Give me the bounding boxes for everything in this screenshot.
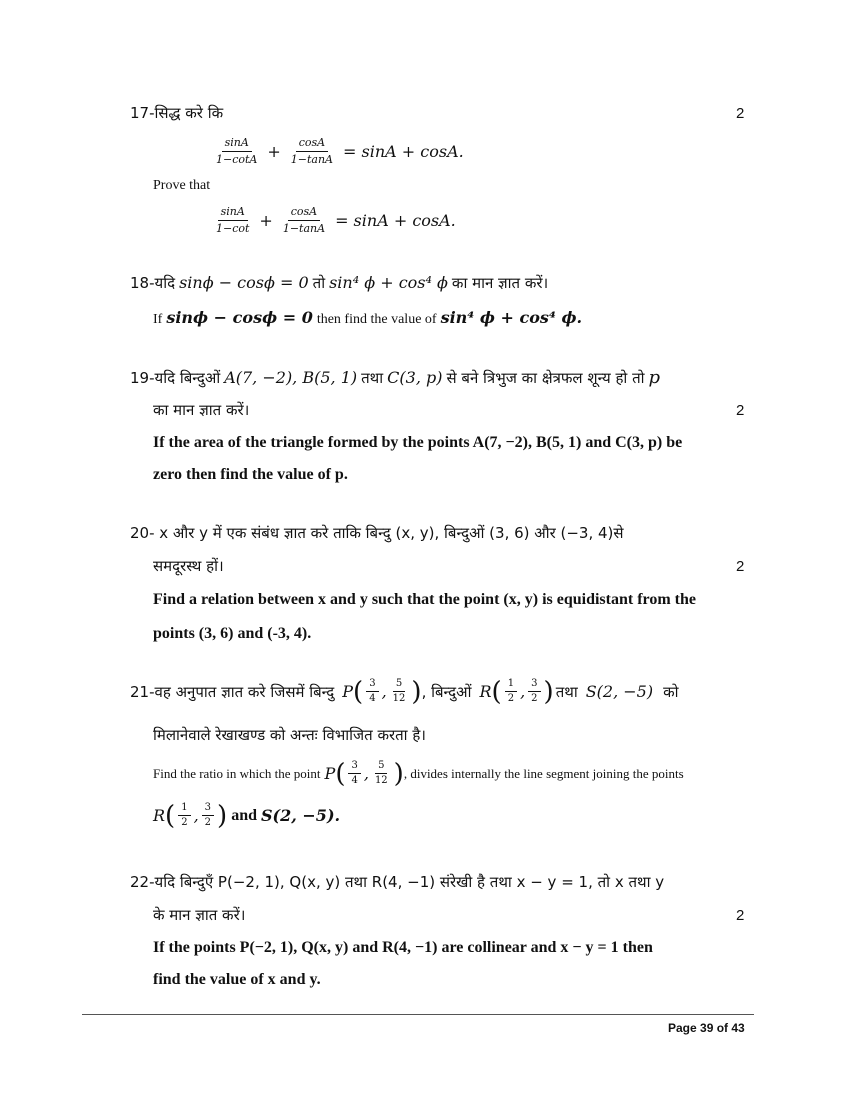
frac-denominator: 2 xyxy=(204,817,212,828)
q22-hindi-line-1: 22-यदि बिन्दुएँ P(−2, 1), Q(x, y) तथा R(4, −1) संरेखी है तथा x − y = 1, तो x तथा y xyxy=(130,873,665,891)
frac-numerator: cosA xyxy=(296,136,328,152)
frac-numerator: 3 xyxy=(366,678,378,692)
frac-denominator: 4 xyxy=(369,693,376,704)
q18-math-2: sin⁴ ϕ + cos⁴ ϕ xyxy=(329,273,448,292)
q18-hindi-a: 18-यदि xyxy=(130,274,176,292)
q21-p-coords: ( $\frac{3}{4}$ , $\frac{5}{12}$ ) xyxy=(353,676,422,707)
q21-en-s-point: S(2, −5). xyxy=(261,806,341,825)
q20-hindi-line-2: समदूरस्थ हों। xyxy=(153,557,224,575)
q19-hindi-c: से बने त्रिभुज का क्षेत्रफल शून्य हो तो xyxy=(446,369,645,387)
q21-en-and: and xyxy=(231,806,257,824)
frac-numerator: 3 xyxy=(528,678,540,692)
q19-marks: 2 xyxy=(736,402,745,419)
frac-numerator: 1 xyxy=(178,802,190,816)
q19-english-line-2: zero then find the value of p. xyxy=(153,466,348,483)
q17-english-prompt: Prove that xyxy=(153,178,211,193)
q19-hindi-line-2: का मान ज्ञात करें। xyxy=(153,401,250,419)
paren-right: ) xyxy=(543,676,554,707)
q21-english-line-1 xyxy=(153,760,684,787)
q18-en-b: then find the value of xyxy=(316,312,437,327)
q21-r-coords: ( $\frac{1}{2}$ , $\frac{3}{2}$ ) xyxy=(491,676,554,707)
paren-left: ( xyxy=(335,758,346,789)
q20-english-line-2: points (3, 6) and (-3, 4). xyxy=(153,625,312,642)
q21-en-b: , divides internally the line segment joining the points xyxy=(403,765,684,781)
q20-hindi-line-1: 20- x और y में एक संबंध ज्ञात करे ताकि बिन्दु (x, y), बिन्दुओं (3, 6) और (−3, 4)से xyxy=(130,524,624,542)
page-number: Page 39 of 43 xyxy=(668,1021,745,1035)
frac-numerator: 1 xyxy=(505,678,517,692)
frac-numerator: 5 xyxy=(375,760,387,774)
q22-marks: 2 xyxy=(736,907,745,924)
paren-left: ( xyxy=(353,676,364,707)
q21-r-label: R xyxy=(479,682,492,701)
frac-denominator: 2 xyxy=(531,693,538,704)
q21-en-a: Find the ratio in which the point xyxy=(153,765,321,781)
footer-divider xyxy=(82,1014,754,1015)
q18-en-math-2: sin⁴ ϕ + cos⁴ ϕ. xyxy=(440,308,583,327)
q21-hindi-b: , बिन्दुओं xyxy=(421,682,472,701)
q17-equation-hindi xyxy=(210,136,464,167)
q19-hindi-a: 19-यदि बिन्दुओं xyxy=(130,369,221,387)
frac-denominator: 4 xyxy=(351,775,358,786)
q18-hindi-c: का मान ज्ञात करें। xyxy=(451,274,549,292)
q20-marks: 2 xyxy=(736,558,745,575)
q19-point-c: C(3, p) xyxy=(387,368,443,387)
q21-p-coords-en: ( $\frac{3}{4}$ , $\frac{5}{12}$ ) xyxy=(335,758,404,789)
q18-hindi-b: तो xyxy=(312,274,326,292)
q17-equation-english xyxy=(210,205,456,236)
q21-r-coords-en: ( $\frac{1}{2}$ , $\frac{3}{2}$ ) xyxy=(165,800,228,831)
q21-p-label-en: P xyxy=(324,764,336,783)
frac-numerator: sinA xyxy=(222,136,252,152)
frac-numerator: 3 xyxy=(202,802,214,816)
frac-numerator: sinA xyxy=(218,205,248,221)
q19-hindi-line-1 xyxy=(130,367,660,388)
frac-denominator: 1−cotA xyxy=(216,153,258,166)
q17-hindi-prompt: 17-सिद्ध करे कि xyxy=(130,104,224,122)
q18-english-line xyxy=(153,308,582,328)
frac-denominator: 2 xyxy=(507,693,515,704)
q20-english-line-1: Find a relation between x and y such that the point (x, y) is equidistant from the xyxy=(153,591,696,608)
q18-en-a: If xyxy=(153,312,163,327)
frac-denominator: 1−cot xyxy=(216,222,250,235)
q19-points-ab: A(7, −2), B(5, 1) xyxy=(224,368,358,387)
q22-hindi-line-2: के मान ज्ञात करें। xyxy=(153,906,246,924)
q17-marks: 2 xyxy=(736,105,745,122)
q21-hindi-c: तथा xyxy=(555,682,578,701)
q21-p-label: P xyxy=(342,682,354,701)
q21-r-label-en: R xyxy=(153,806,166,825)
equation-rhs: = sinA + cosA. xyxy=(335,211,456,230)
frac-numerator: cosA xyxy=(288,205,320,221)
plus-sign: + xyxy=(259,211,273,230)
frac-numerator: 3 xyxy=(348,760,360,774)
q18-math-1: sinϕ − cosϕ = 0 xyxy=(179,273,309,292)
q21-s-point: S(2, −5) xyxy=(585,682,654,701)
paren-right: ) xyxy=(393,758,404,789)
q21-hindi-line-2: मिलानेवाले रेखाखण्ड को अन्तः विभाजित करता है। xyxy=(153,726,426,744)
plus-sign: + xyxy=(267,142,281,161)
q22-english-line-2: find the value of x and y. xyxy=(153,971,321,988)
q22-english-line-1: If the points P(−2, 1), Q(x, y) and R(4, −1) are collinear and x − y = 1 then xyxy=(153,939,653,956)
frac-denominator: 1−tanA xyxy=(282,222,326,235)
q19-english-line-1: If the area of the triangle formed by the points A(7, −2), B(5, 1) and C(3, p) be xyxy=(153,434,683,451)
paren-right: ) xyxy=(217,800,228,831)
frac-denominator: 12 xyxy=(374,775,388,786)
frac-denominator: 2 xyxy=(181,817,188,828)
frac-denominator: 12 xyxy=(392,693,406,704)
q21-english-line-2 xyxy=(153,802,340,829)
frac-numerator: 5 xyxy=(393,678,405,692)
q21-hindi-a: 21-वह अनुपात ज्ञात करे जिसमें बिन्दु xyxy=(130,682,335,701)
equation-rhs: = sinA + cosA. xyxy=(343,142,464,161)
paren-right: ) xyxy=(411,676,422,707)
q21-hindi-d: को xyxy=(663,682,679,701)
paren-left: ( xyxy=(165,800,176,831)
q19-var-p: p xyxy=(648,367,661,388)
q21-hindi-line-1 xyxy=(130,678,679,705)
frac-denominator: 1−tanA xyxy=(290,153,334,166)
q18-en-math-1: sinϕ − cosϕ = 0 xyxy=(166,308,313,327)
paren-left: ( xyxy=(491,676,502,707)
q19-hindi-b: तथा xyxy=(361,369,384,387)
q18-hindi-line xyxy=(130,273,548,293)
